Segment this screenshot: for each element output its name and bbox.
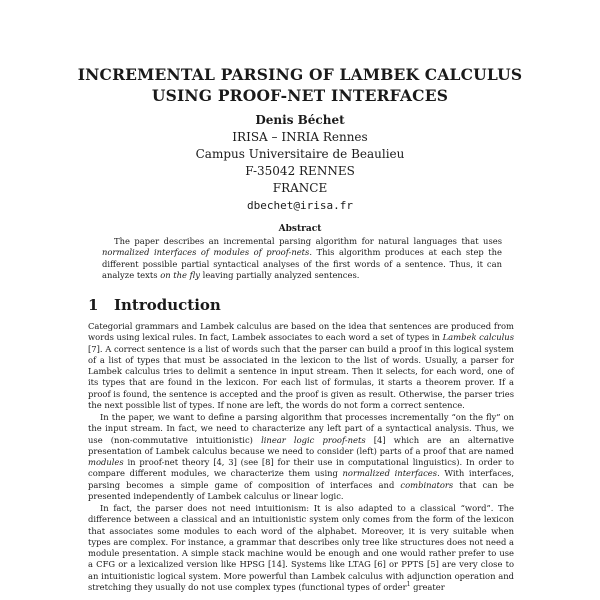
abstract-emphasis: on the fly xyxy=(160,269,200,280)
title-line-2: USING PROOF-NET INTERFACES xyxy=(151,86,449,105)
author-campus: Campus Universitaire de Beaulieu xyxy=(195,147,405,161)
paragraph-2 xyxy=(88,412,514,502)
paragraph-emphasis: linear logic proof-nets xyxy=(261,434,366,445)
section-body xyxy=(88,321,514,593)
author-email: dbechet@irisa.fr xyxy=(247,199,353,212)
paragraph-emphasis: Lambek calculus xyxy=(442,332,514,343)
paragraph-text: [7]. A correct sentence is a list of words such that the parser can build a proof in this logical system of a list of types that must be associated in the lexicon to the list of words. Usually, a parser for Lambek calculus tries to delimit a sentence in input stream. Then it selects, for each word, one of its types that are found in the lexicon. For each list of formulas, it starts a theorem prover. If a proof is found, the sentence is accepted and the proof is given as result. Otherwise, the parser tries the next possible list of types. If none are left, the words do not form a correct sentence. xyxy=(88,343,514,410)
paragraph-text: that can be presented independently of Lambek calculus or linear logic. xyxy=(88,479,515,501)
paragraph-text: [4] which are an alternative presentation of Lambek calculus because we need to consider (left) parts of a proof that are named xyxy=(88,434,514,456)
paragraph-text: In the paper, we want to define a parsing algorithm that processes incrementally “on the fly” on the input stream. In fact, we need to characterize any left part of a syntactical analysis. Thus, we use (non-commutative intuitionistic) xyxy=(88,412,514,445)
abstract-text-part: leaving partially analyzed sentences. xyxy=(200,269,360,280)
author-country: FRANCE xyxy=(272,181,328,195)
paragraph-text: . With interfaces, parsing becomes a simple game of composition of interfaces and xyxy=(88,468,515,490)
author-name: Denis Béchet xyxy=(255,113,345,127)
abstract-text-part: . This algorithm produces at each step the different possible partial syntactical analyses of the first words of a sentence. Thus, it can analyze texts xyxy=(102,247,502,280)
abstract-heading: Abstract xyxy=(278,224,322,234)
paragraph-1 xyxy=(88,321,514,411)
abstract-text-part: The paper describes an incremental parsing algorithm for natural languages that uses xyxy=(114,236,502,246)
paragraph-text: in proof-net theory [4, 3] (see [8] for their use in computational linguistics). In order to compare different modules, we characterize them using xyxy=(88,457,514,479)
author-city: F-35042 RENNES xyxy=(245,164,355,178)
title-line-1: INCREMENTAL PARSING OF LAMBEK CALCULUS xyxy=(77,65,523,84)
author-block xyxy=(100,112,500,214)
paragraph-text: In fact, the parser does not need intuitionism: It is also adapted to a classical “word”. The difference between a classical and an intuitionistic system only comes from the form of the lexicon that associates some modules to each word of the alphabet. Moreover, it is very suitable when types are complex. For instance, a grammar that describes only tree like structures does not need a module presentation. A simple stack machine would be enough and one would rather prefer to use a CFG or a lexicalized version like HPSG [14]. Systems like LTAG [6] or PPTS [5] are very close to an intuitionistic logical system. More powerful than Lambek calculus with adjunction operation and stretching they usually do not use complex types (functional types of order xyxy=(88,503,514,592)
paragraph-emphasis: normalized interfaces xyxy=(342,468,438,479)
paper-title xyxy=(60,64,540,106)
paragraph-text: greater xyxy=(410,581,445,592)
paragraph-emphasis: combinators xyxy=(400,479,454,490)
section-heading xyxy=(88,296,221,314)
abstract-text xyxy=(102,236,502,281)
paragraph-text: Categorial grammars and Lambek calculus are based on the idea that sentences are produced from words using lexical rules. In fact, Lambek associates to each word a set of types in xyxy=(88,321,514,343)
section-title: Introduction xyxy=(114,296,221,314)
paragraph-emphasis: modules xyxy=(88,457,124,467)
paragraph-3 xyxy=(88,503,514,593)
footnote-marker: 1 xyxy=(406,580,411,588)
section-number: 1 xyxy=(88,296,99,314)
abstract-emphasis: normalized interfaces of modules of proof-nets xyxy=(102,247,310,258)
author-affiliation: IRISA – INRIA Rennes xyxy=(232,130,368,144)
